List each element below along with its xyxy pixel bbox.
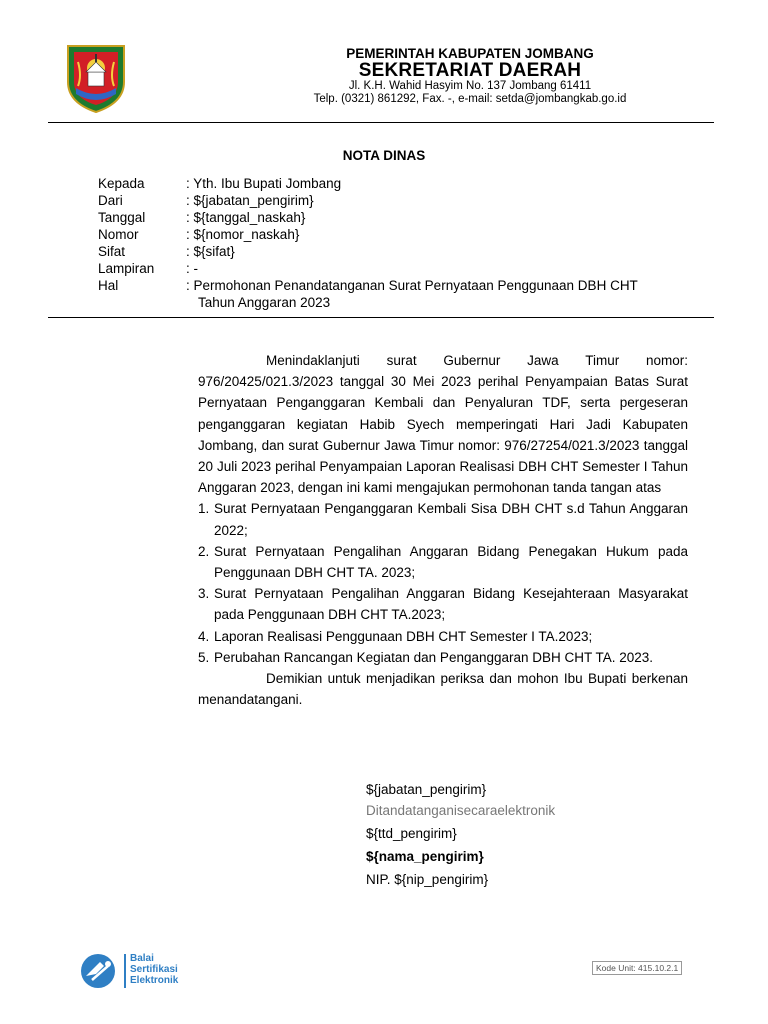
list-text: Surat Pernyataan Pengalihan Anggaran Bidang Kesejahteraan Masyarakat pada Penggunaan DBH CHT TA.2023; xyxy=(214,586,688,623)
meta-label: Hal xyxy=(98,278,119,293)
meta-label: Nomor xyxy=(98,227,139,242)
list-item xyxy=(198,647,688,668)
bse-logo xyxy=(78,952,208,990)
meta-value: : ${nomor_naskah} xyxy=(186,227,300,242)
bse-line: Elektronik xyxy=(130,975,179,986)
meta-label: Lampiran xyxy=(98,261,155,276)
document-title: NOTA DINAS xyxy=(342,148,426,163)
list-item xyxy=(198,498,688,540)
list-text: Surat Pernyataan Penganggaran Kembali Sisa DBH CHT s.d Tahun Anggaran 2022; xyxy=(214,501,688,538)
jombang-emblem-logo xyxy=(64,42,128,114)
meta-label: Tanggal xyxy=(98,210,146,225)
signature-nip: NIP. ${nip_pengirim} xyxy=(366,872,489,887)
bse-text xyxy=(130,953,178,986)
bse-divider xyxy=(124,954,126,988)
meta-value: : Yth. Ibu Bupati Jombang xyxy=(186,176,342,191)
meta-label: Kepada xyxy=(98,176,145,191)
kop-alamat: Jl. K.H. Wahid Hasyim No. 137 Jombang 61411 xyxy=(348,80,592,92)
signature-jabatan: ${jabatan_pengirim} xyxy=(366,782,487,797)
meta-value: Tahun Anggaran 2023 xyxy=(198,295,331,310)
list-text: Laporan Realisasi Penggunaan DBH CHT Semester I TA.2023; xyxy=(214,628,593,644)
meta-divider xyxy=(48,317,714,318)
list-item xyxy=(198,541,688,583)
signature-nama: ${nama_pengirim} xyxy=(366,849,484,864)
list-number: 3. xyxy=(198,586,210,602)
meta-label: Dari xyxy=(98,193,123,208)
kode-unit: Kode Unit: 415.10.2.1 xyxy=(592,961,682,975)
signature-ttd: ${ttd_pengirim} xyxy=(366,826,457,841)
kop-pemerintah: PEMERINTAH KABUPATEN JOMBANG xyxy=(346,46,594,61)
list-number: 5. xyxy=(198,649,210,665)
list-item xyxy=(198,626,688,647)
intro-paragraph: Menindaklanjuti surat Gubernur Jawa Timur nomor: 976/20425/021.3/2023 tanggal 30 Mei 2023 perihal Penyampaian Batas Surat Pernyataan Penganggaran Kembali dan Penyaluran TDF, serta pergeseran penganggaran kegiatan Habib Syech memperingati Hari Jadi Kabupaten Jombang, dan surat Gubernur Jawa Timur nomor: 976/27254/021.3/2023 tanggal 20 Juli 2023 perihal Penyampaian Laporan Realisasi DBH CHT Semester I Tahun Anggaran 2023, dengan ini kami mengajukan permohonan tanda tangan atas xyxy=(198,353,688,496)
bse-line: Balai xyxy=(130,953,154,964)
meta-value: : ${sifat} xyxy=(186,244,235,259)
list-number: 1. xyxy=(198,501,210,517)
list-number: 2. xyxy=(198,543,210,559)
meta-label: Sifat xyxy=(98,244,126,259)
list-text: Surat Pernyataan Pengalihan Anggaran Bidang Penegakan Hukum pada Penggunaan DBH CHT TA. 2023; xyxy=(214,543,688,581)
list-number: 4. xyxy=(198,628,210,644)
kop-sekretariat: SEKRETARIAT DAERAH xyxy=(358,60,582,81)
meta-value: : - xyxy=(186,261,198,276)
meta-value: : Permohonan Penandatanganan Surat Pernyataan Penggunaan DBH CHT xyxy=(186,278,638,293)
list-item xyxy=(198,583,688,625)
kop-kontak: Telp. (0321) 861292, Fax. -, e-mail: setda@jombangkab.go.id xyxy=(313,93,627,105)
bse-line: Sertifikasi xyxy=(130,964,178,975)
meta-value: : ${tanggal_naskah} xyxy=(186,210,306,225)
attachment-list xyxy=(198,498,688,668)
header-divider xyxy=(48,122,714,123)
signature-electronic-note: Ditandatanganisecaraelektronik xyxy=(366,803,556,818)
meta-value: : ${jabatan_pengirim} xyxy=(186,193,314,208)
bse-emblem-icon xyxy=(78,952,120,990)
letter-body xyxy=(198,350,688,710)
closing-paragraph: Demikian untuk menjadikan periksa dan mohon Ibu Bupati berkenan menandatangani. xyxy=(198,671,688,708)
list-text: Perubahan Rancangan Kegiatan dan Penganggaran DBH CHT TA. 2023. xyxy=(214,649,654,665)
